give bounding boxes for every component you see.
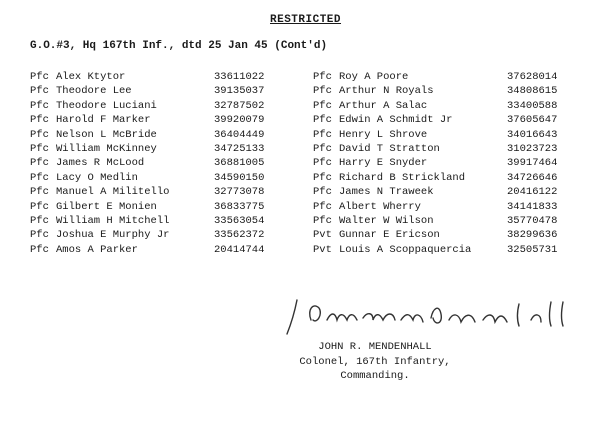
roster-row bbox=[313, 70, 598, 84]
roster-row bbox=[30, 70, 330, 84]
serial-number-cell: 34725133 bbox=[214, 142, 265, 155]
signature-stroke bbox=[550, 302, 552, 326]
name-cell: Theodore Luciani bbox=[56, 99, 157, 112]
signature-stroke bbox=[363, 314, 395, 320]
roster-row bbox=[313, 214, 598, 228]
roster-row bbox=[30, 128, 330, 142]
signature-stroke bbox=[518, 304, 520, 326]
name-cell: William McKinney bbox=[56, 142, 157, 155]
name-cell: Alex Ktytor bbox=[56, 71, 126, 83]
name-cell: Arthur N Royals bbox=[339, 85, 434, 98]
roster-row bbox=[30, 185, 330, 199]
serial-number-cell: 37628014 bbox=[507, 71, 558, 83]
signer-title: Colonel, 167th Infantry, bbox=[299, 355, 451, 368]
signature-stroke bbox=[562, 302, 564, 326]
serial-number-cell: 33400588 bbox=[507, 99, 558, 112]
rank-cell: Pfc bbox=[313, 114, 332, 127]
name-cell: Harold F Marker bbox=[56, 114, 151, 127]
name-cell: David T Stratton bbox=[339, 142, 440, 155]
roster-row bbox=[30, 243, 330, 257]
name-cell: William H Mitchell bbox=[56, 214, 170, 227]
rank-cell: Pfc bbox=[313, 142, 332, 155]
serial-number-cell: 36881005 bbox=[214, 157, 265, 170]
serial-number-cell: 32505731 bbox=[507, 243, 558, 256]
rank-cell: Pfc bbox=[30, 186, 49, 199]
serial-number-cell: 35770478 bbox=[507, 214, 558, 227]
roster-row bbox=[313, 128, 598, 142]
name-cell: Gilbert E Monien bbox=[56, 200, 157, 213]
rank-cell: Pfc bbox=[30, 85, 49, 98]
roster-row bbox=[30, 142, 330, 156]
name-cell: Arthur A Salac bbox=[339, 99, 428, 112]
serial-number-cell: 37605647 bbox=[507, 114, 558, 127]
rank-cell: Pfc bbox=[30, 114, 49, 127]
roster-right-column bbox=[313, 70, 598, 257]
rank-cell: Pfc bbox=[313, 157, 332, 170]
signature-stroke bbox=[310, 306, 321, 321]
roster-row bbox=[313, 156, 598, 170]
rank-cell: Pfc bbox=[30, 243, 49, 256]
name-cell: Amos A Parker bbox=[56, 243, 138, 256]
roster-left-column bbox=[30, 70, 330, 257]
serial-number-cell: 34808615 bbox=[507, 85, 558, 98]
serial-number-cell: 34141833 bbox=[507, 200, 558, 213]
roster-row bbox=[313, 200, 598, 214]
roster-row bbox=[30, 214, 330, 228]
name-cell: Richard B Strickland bbox=[339, 171, 466, 184]
roster-row bbox=[313, 171, 598, 185]
rank-cell: Pvt bbox=[313, 229, 332, 242]
serial-number-cell: 33563054 bbox=[214, 214, 265, 227]
serial-number-cell: 20414744 bbox=[214, 243, 265, 256]
signature-stroke bbox=[431, 308, 441, 323]
roster-row bbox=[313, 142, 598, 156]
roster-row bbox=[30, 171, 330, 185]
name-cell: Henry L Shrove bbox=[339, 128, 428, 141]
name-cell: Joshua E Murphy Jr bbox=[56, 229, 170, 242]
name-cell: Albert Wherry bbox=[339, 200, 421, 213]
rank-cell: Pfc bbox=[30, 128, 49, 141]
handwritten-signature bbox=[283, 290, 583, 338]
name-cell: Roy A Poore bbox=[339, 71, 409, 83]
rank-cell: Pfc bbox=[30, 157, 49, 170]
roster-row bbox=[30, 228, 330, 242]
serial-number-cell: 38299636 bbox=[507, 229, 558, 242]
name-cell: Gunnar E Ericson bbox=[339, 229, 440, 242]
serial-number-cell: 31023723 bbox=[507, 142, 558, 155]
rank-cell: Pfc bbox=[30, 229, 49, 242]
roster-row bbox=[313, 243, 598, 257]
signature-stroke bbox=[401, 315, 423, 322]
rank-cell: Pvt bbox=[313, 243, 332, 256]
name-cell: Lacy O Medlin bbox=[56, 171, 138, 184]
serial-number-cell: 36833775 bbox=[214, 200, 265, 213]
rank-cell: Pfc bbox=[313, 99, 332, 112]
roster-row bbox=[313, 185, 598, 199]
rank-cell: Pfc bbox=[30, 200, 49, 213]
signature-stroke bbox=[287, 300, 297, 334]
signature-stroke bbox=[449, 315, 475, 322]
name-cell: Theodore Lee bbox=[56, 85, 132, 98]
rank-cell: Pfc bbox=[30, 99, 49, 112]
name-cell: Manuel A Militello bbox=[56, 186, 170, 199]
name-cell: James N Traweek bbox=[339, 186, 434, 199]
signer-name: JOHN R. MENDENHALL bbox=[318, 341, 432, 353]
rank-cell: Pfc bbox=[30, 142, 49, 155]
name-cell: Nelson L McBride bbox=[56, 128, 157, 141]
roster-row bbox=[30, 84, 330, 98]
general-order-header: G.O.#3, Hq 167th Inf., dtd 25 Jan 45 (Cont'd) bbox=[30, 40, 328, 52]
serial-number-cell: 33562372 bbox=[214, 229, 265, 242]
roster-row bbox=[313, 84, 598, 98]
rank-cell: Pfc bbox=[313, 186, 332, 199]
serial-number-cell: 32787502 bbox=[214, 99, 265, 112]
signature-block bbox=[290, 340, 460, 384]
rank-cell: Pfc bbox=[30, 71, 49, 83]
rank-cell: Pfc bbox=[30, 171, 49, 184]
signer-role: Commanding. bbox=[340, 370, 410, 382]
signature-stroke bbox=[327, 314, 357, 320]
rank-cell: Pfc bbox=[313, 85, 332, 98]
rank-cell: Pfc bbox=[313, 171, 332, 184]
roster-row bbox=[313, 228, 598, 242]
roster-row bbox=[313, 99, 598, 113]
roster-row bbox=[313, 113, 598, 127]
serial-number-cell: 32773078 bbox=[214, 186, 265, 199]
classification-marking: RESTRICTED bbox=[270, 14, 342, 26]
roster-row bbox=[30, 156, 330, 170]
rank-cell: Pfc bbox=[313, 128, 332, 141]
roster-row bbox=[30, 113, 330, 127]
serial-number-cell: 34590150 bbox=[214, 171, 265, 184]
serial-number-cell: 39920079 bbox=[214, 114, 265, 127]
rank-cell: Pfc bbox=[313, 200, 332, 213]
serial-number-cell: 33611022 bbox=[214, 71, 265, 83]
serial-number-cell: 39917464 bbox=[507, 157, 558, 170]
serial-number-cell: 34016643 bbox=[507, 128, 558, 141]
signature-stroke bbox=[483, 315, 507, 322]
name-cell: Harry E Snyder bbox=[339, 157, 428, 170]
rank-cell: Pfc bbox=[30, 214, 49, 227]
roster-row bbox=[30, 200, 330, 214]
serial-number-cell: 34726646 bbox=[507, 171, 558, 184]
rank-cell: Pfc bbox=[313, 71, 332, 83]
roster-row bbox=[30, 99, 330, 113]
rank-cell: Pfc bbox=[313, 214, 332, 227]
serial-number-cell: 36404449 bbox=[214, 128, 265, 141]
name-cell: Walter W Wilson bbox=[339, 214, 434, 227]
serial-number-cell: 39135037 bbox=[214, 85, 265, 98]
name-cell: Edwin A Schmidt Jr bbox=[339, 114, 453, 127]
serial-number-cell: 20416122 bbox=[507, 186, 558, 199]
signature-stroke bbox=[531, 315, 541, 322]
name-cell: Louis A Scoppaquercia bbox=[339, 243, 472, 256]
name-cell: James R McLood bbox=[56, 157, 145, 170]
